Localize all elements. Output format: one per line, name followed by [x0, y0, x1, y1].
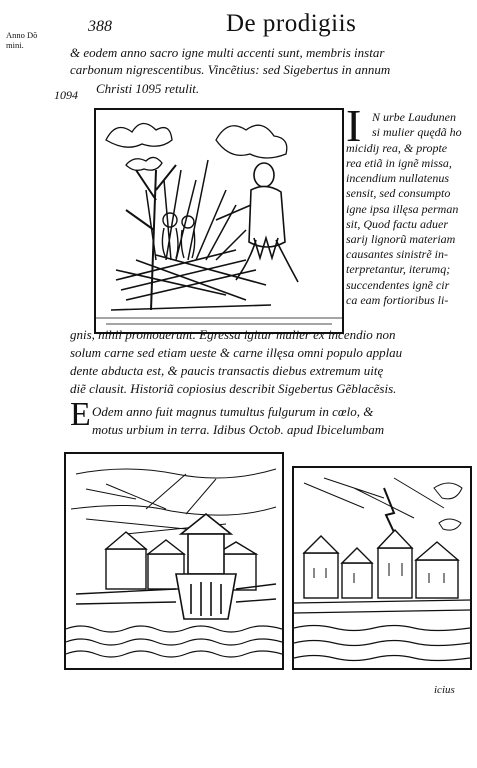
text-line: motus urbium in terra. Idibus Octob. apud Ibicelumbam [92, 422, 385, 437]
text-line: ca eam fortioribus li- [346, 293, 449, 307]
text-line: solum carne sed etiam ueste & carne illęsa omni populo applau [70, 345, 403, 360]
woodcut-town-lightning-illustration [294, 468, 470, 668]
text-line: Christi 1095 retulit. [96, 81, 200, 96]
text-line: si mulier quędã ho [372, 125, 462, 139]
text-line: carbonum nigrescentibus. Vincẽtius: sed Sigebertus in annum [70, 62, 391, 77]
text-line: incendium nullatenus [346, 171, 449, 185]
text-line: igne ipsa illęsa perman [346, 202, 459, 216]
text-line: diẽ clausit. Historiã copiosius describit Sigebertus Gẽblacẽsis. [70, 381, 397, 396]
woodcut-burning-woman [94, 108, 344, 334]
margin-note-anno-domini: Anno Dõ mini. [6, 30, 38, 50]
text-line: N urbe Laudunen [372, 110, 456, 124]
text-line: dente abducta est, & paucis transactis diebus extremum uitę [70, 363, 384, 378]
catchword: icius [434, 684, 455, 696]
woodcut-fortress-storm [64, 452, 284, 670]
text-line: rea etiã in ignẽ missa, [346, 156, 452, 170]
text-line: Odem anno fuit magnus tumultus fulgurum in cœlo, & [92, 404, 374, 419]
woodcut-burning-woman-illustration [96, 110, 342, 332]
text-line: & eodem anno sacro igne multi accenti sunt, membris instar [70, 45, 385, 60]
initial-capital-e: E [70, 396, 91, 433]
text-line: sensit, sed consumpto [346, 186, 451, 200]
running-head-title: De prodigiis [226, 10, 357, 37]
text-line: micidiȷ rea, & propte [346, 141, 448, 155]
text-line: terpretantur, iterumq; [346, 262, 451, 276]
text-line: gnis, nihil promouerunt. Egressa igitur mulier ex incendio non [70, 327, 396, 342]
margin-year: 1094 [54, 88, 78, 102]
text-line: causantes sinistrẽ in- [346, 247, 448, 261]
text-line: sit, Quod factu aduer [346, 217, 448, 231]
text-line: succendentes ignẽ cir [346, 278, 450, 292]
folio-number: 388 [88, 18, 112, 35]
woodcut-town-lightning [292, 466, 472, 670]
initial-capital-i: I [346, 100, 362, 151]
text-line: sariȷ lignorũ materiam [346, 232, 456, 246]
woodcut-fortress-storm-illustration [66, 454, 282, 668]
